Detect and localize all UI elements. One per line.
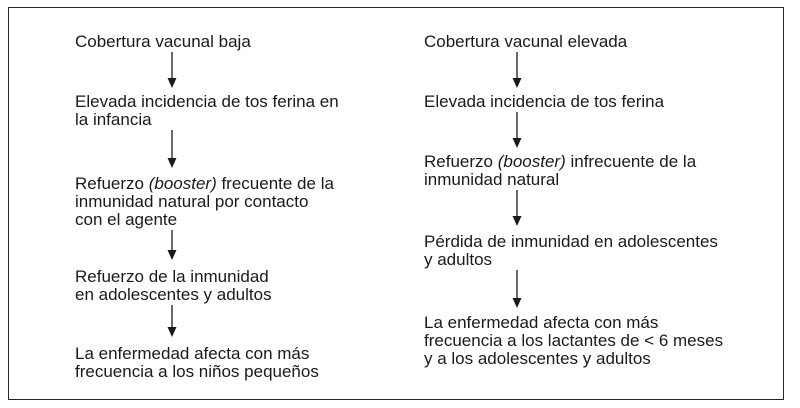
left-node-5: [75, 345, 319, 381]
right-node-2-line-1: Elevada incidencia de tos ferina: [424, 92, 665, 111]
right-arrow-1: [511, 52, 523, 88]
right-arrow-2: [511, 112, 523, 148]
right-node-5-line-2: frecuencia a los lactantes de < 6 meses: [424, 331, 724, 350]
left-node-1-line-1: Cobertura vacunal baja: [75, 32, 251, 51]
left-node-5-line-2: frecuencia a los niños pequeños: [75, 362, 319, 381]
left-node-3-line-2: inmunidad natural por contacto: [75, 192, 309, 211]
left-node-3: [75, 175, 334, 229]
right-node-2: [424, 93, 664, 111]
left-arrow-4: [166, 305, 178, 337]
right-node-4-line-2: y adultos: [424, 250, 493, 269]
left-arrow-3: [166, 230, 178, 260]
left-node-3-line-3: con el agente: [75, 210, 178, 229]
right-node-3-line-2: inmunidad natural: [424, 170, 560, 189]
right-arrow-3: [511, 190, 523, 226]
left-node-5-line-1: La enfermedad afecta con más: [75, 344, 310, 363]
left-node-4-line-2: en adolescentes y adultos: [75, 285, 272, 304]
left-node-4-line-1: Refuerzo de la inmunidad: [75, 267, 269, 286]
right-node-4: [424, 233, 718, 269]
right-node-1-line-1: Cobertura vacunal elevada: [424, 32, 628, 51]
right-node-5-line-3: y a los adolescentes y adultos: [424, 349, 651, 368]
left-node-2-line-2: la infancia: [75, 110, 152, 129]
right-node-4-line-1: Pérdida de inmunidad en adolescentes: [424, 232, 718, 251]
left-arrow-1: [166, 52, 178, 88]
right-node-5-line-1: La enfermedad afecta con más: [424, 313, 659, 332]
booster-term: (booster): [148, 174, 217, 193]
right-node-5: [424, 314, 723, 368]
left-node-1: [75, 33, 251, 51]
booster-term: (booster): [497, 152, 566, 171]
right-node-1: [424, 33, 627, 51]
left-node-3-line-1: Refuerzo (booster) frecuente de la: [75, 174, 334, 193]
left-node-2-line-1: Elevada incidencia de tos ferina en: [75, 92, 339, 111]
right-node-3-line-1: Refuerzo (booster) infrecuente de la: [424, 152, 697, 171]
right-arrow-4: [511, 270, 523, 308]
left-node-4: [75, 268, 272, 304]
right-node-3: [424, 153, 696, 189]
left-arrow-2: [166, 130, 178, 168]
left-node-2: [75, 93, 339, 129]
